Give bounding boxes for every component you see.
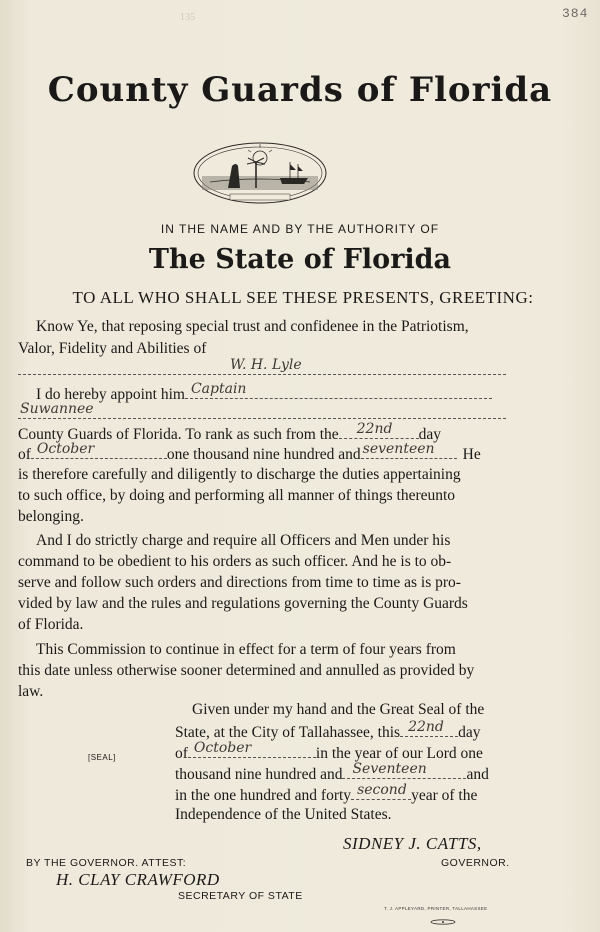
given-line3-row [175, 740, 483, 763]
appoint-row [36, 381, 492, 404]
given-line5-row [175, 782, 478, 805]
para3-line: this date unless otherwise sooner determined and annulled as provided by [18, 662, 475, 679]
given-year-text: in the year of our Lord one [315, 745, 483, 762]
county-text: County Guards of Florida. To rank as such from the [18, 426, 339, 443]
governor-title: GOVERNOR. [441, 857, 510, 869]
given-line5a: in the one hundred and forty [175, 787, 352, 804]
given-line1: Given under my hand and the Great Seal of the [192, 701, 485, 718]
given-month-field [188, 740, 316, 758]
para1-line1: Know Ye, that reposing special trust and confidenee in the Patriotism, [36, 318, 469, 335]
month-field [31, 441, 167, 459]
para3-line: This Commission to continue in effect for a term of four years from [36, 641, 456, 658]
page-number-stamp: 384 [562, 6, 589, 21]
given-year-value: Seventeen [352, 761, 427, 777]
independence-field [351, 782, 411, 800]
seal-label: [SEAL] [88, 753, 116, 762]
para2-line: of Florida. [18, 616, 84, 633]
of-label: of [18, 446, 31, 463]
given-day-value: 22nd [408, 719, 444, 735]
month-value: October [36, 441, 95, 457]
unit-field [18, 401, 506, 419]
rank-value: Captain [190, 381, 247, 397]
para2-line: vided by law and the rules and regulations governing the County Guards [18, 595, 468, 612]
para3-line: law. [18, 683, 44, 700]
month-row [18, 441, 481, 464]
para1-line2: Valor, Fidelity and Abilities of [18, 340, 207, 357]
state-seal-icon [190, 140, 330, 206]
name-field-row [18, 357, 506, 380]
authority-line: IN THE NAME AND BY THE AUTHORITY OF [160, 222, 440, 236]
rank-field [185, 381, 492, 399]
para1-line-c: belonging. [18, 508, 84, 525]
day-field [339, 421, 419, 439]
para2-line: command to be obedient to his orders as such officer. And he is to ob- [18, 553, 452, 570]
para2-line: serve and follow such orders and directions from time to time as is pro- [18, 574, 461, 591]
unit-value: Suwannee [20, 401, 94, 417]
unit-row [18, 401, 506, 424]
para2-line: And I do strictly charge and require all Officers and Men under his [36, 532, 451, 549]
printer-credit: T. J. APPLEYARD, PRINTER, TALLAHASSEE [384, 906, 488, 911]
given-line6: Independence of the United States. [175, 806, 392, 823]
state-title: The State of Florida [148, 244, 452, 275]
given-of: of [175, 745, 188, 762]
year-field [361, 441, 457, 459]
given-line4b: and [466, 766, 489, 783]
attest-line: BY THE GOVERNOR. ATTEST: [26, 857, 187, 869]
given-year-field [342, 761, 466, 779]
day-suffix: day [418, 426, 442, 443]
para1-line-a: is therefore carefully and diligently to discharge the duties appertaining [18, 466, 461, 483]
given-line4a: thousand nine hundred and [175, 766, 343, 783]
day-value: 22nd [356, 421, 393, 437]
independence-value: second [357, 782, 407, 798]
given-line4-row [175, 761, 489, 784]
secretary-title: SECRETARY OF STATE [178, 890, 303, 902]
secretary-name: H. CLAY CRAWFORD [56, 870, 220, 889]
given-line2: State, at the City of Tallahassee, this [175, 724, 401, 741]
year-text: one thousand nine hundred and [166, 446, 361, 463]
given-day-suffix: day [458, 724, 481, 741]
para1-line-b: to such office, by doing and performing all manner of things thereunto [18, 487, 456, 504]
appointee-name: W. H. Lyle [230, 357, 302, 373]
greeting-line: TO ALL WHO SHALL SEE THESE PRESENTS, GREETING: [72, 288, 534, 307]
appoint-prefix: I do hereby appoint him [36, 386, 185, 403]
name-field [18, 357, 506, 375]
document-title: County Guards of Florida [47, 70, 553, 110]
he-word: He [462, 446, 481, 463]
governor-name: SIDNEY J. CATTS, [343, 834, 482, 853]
printer-ornament-icon [430, 912, 456, 930]
faint-bleed-mark: 135 [180, 12, 195, 23]
given-line2-row [175, 719, 481, 742]
year-value: seventeen [362, 441, 435, 457]
given-line5b: year of the [411, 787, 478, 804]
given-day-field [400, 719, 458, 737]
given-month-value: October [193, 740, 252, 756]
